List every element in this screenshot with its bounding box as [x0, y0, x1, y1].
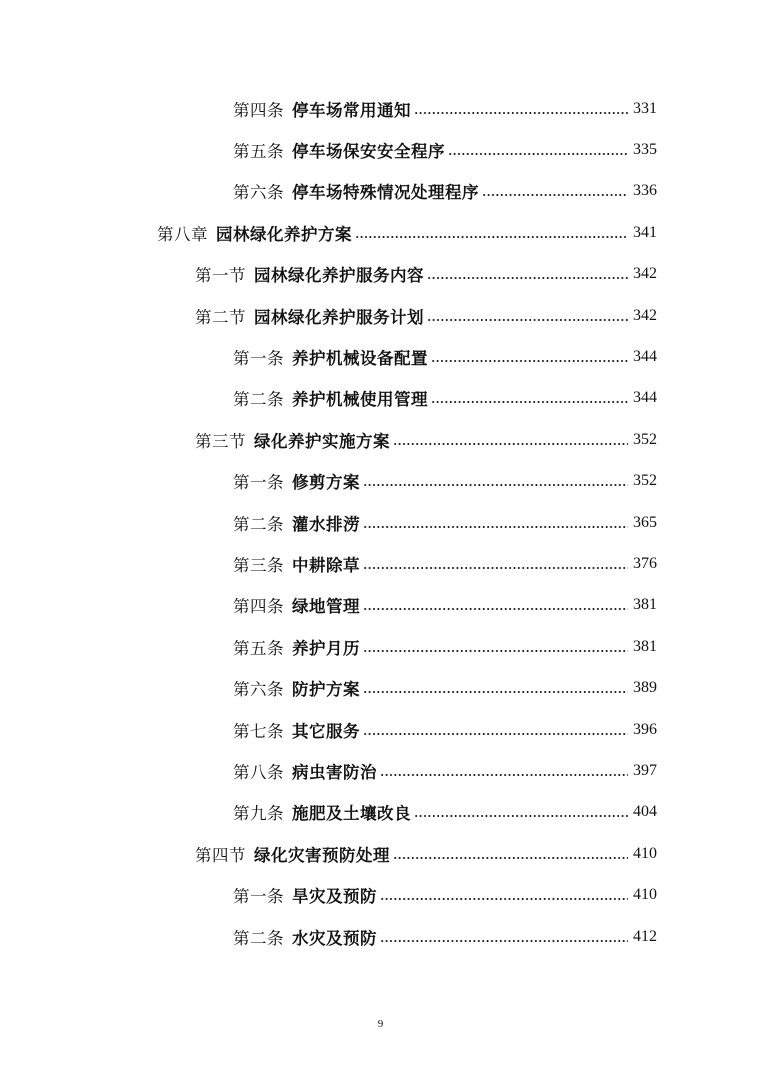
dot-leader	[448, 152, 628, 156]
toc-entry[interactable]	[0, 585, 761, 626]
toc-entry-title: 防护方案	[292, 680, 360, 700]
toc-entry-number: 第八条	[233, 762, 284, 782]
toc-entry-number: 第三节	[195, 431, 246, 451]
toc-entry[interactable]	[0, 833, 761, 874]
toc-entry[interactable]	[0, 378, 761, 419]
toc-entry-page: 342	[633, 306, 657, 324]
dot-leader	[427, 318, 628, 322]
toc-entry-page: 397	[633, 761, 657, 779]
toc-entry-page: 410	[633, 886, 657, 904]
dot-leader	[363, 525, 628, 529]
toc-entry[interactable]	[0, 295, 761, 336]
toc-entry[interactable]	[0, 792, 761, 833]
toc-entry-title: 养护机械设备配置	[292, 349, 428, 369]
toc-entry-number: 第八章	[157, 224, 208, 244]
toc-entry-number: 第一条	[233, 473, 284, 493]
toc-entry-number: 第四节	[195, 845, 246, 865]
toc-entry-number: 第二条	[233, 390, 284, 410]
toc-entry-title: 水灾及预防	[292, 928, 377, 948]
dot-leader	[393, 442, 628, 446]
dot-leader	[363, 732, 628, 736]
toc-entry-number: 第一条	[233, 349, 284, 369]
toc-entry-title: 停车场保安安全程序	[292, 142, 445, 162]
toc-entry-page: 410	[633, 844, 657, 862]
toc-entry[interactable]	[0, 667, 761, 708]
toc-entry-title: 养护月历	[292, 638, 360, 658]
toc-entry-number: 第三条	[233, 555, 284, 575]
dot-leader	[380, 939, 628, 943]
toc-entry-number: 第一节	[195, 266, 246, 286]
toc-entry-page: 365	[633, 513, 657, 531]
toc-entry-title: 修剪方案	[292, 473, 360, 493]
toc-entry-number: 第六条	[233, 680, 284, 700]
toc-entry-number: 第二条	[233, 928, 284, 948]
toc-entry-title: 中耕除草	[292, 555, 360, 575]
toc-entry[interactable]	[0, 212, 761, 253]
toc-entry[interactable]	[0, 709, 761, 750]
toc-entry[interactable]	[0, 129, 761, 170]
toc-entry-title: 停车场特殊情况处理程序	[292, 183, 479, 203]
dot-leader	[431, 359, 628, 363]
toc-entry-page: 412	[633, 927, 657, 945]
toc-entry-number: 第二节	[195, 307, 246, 327]
toc-entry-title: 园林绿化养护服务内容	[254, 266, 424, 286]
toc-entry[interactable]	[0, 874, 761, 915]
toc-entry[interactable]	[0, 88, 761, 129]
toc-entry-title: 灌水排涝	[292, 514, 360, 534]
toc-entry-title: 停车场常用通知	[292, 100, 411, 120]
toc-entry-number: 第九条	[233, 804, 284, 824]
toc-entry-page: 331	[633, 99, 657, 117]
toc-entry[interactable]	[0, 461, 761, 502]
dot-leader	[363, 607, 628, 611]
dot-leader	[380, 773, 628, 777]
dot-leader	[355, 235, 628, 239]
toc-entry-page: 336	[633, 182, 657, 200]
page-number: 9	[377, 1018, 384, 1030]
toc-entry-page: 335	[633, 141, 657, 159]
toc-entry-page: 376	[633, 554, 657, 572]
toc-entry-number: 第五条	[233, 142, 284, 162]
toc-entry-number: 第七条	[233, 721, 284, 741]
dot-leader	[363, 483, 628, 487]
toc-entry[interactable]	[0, 750, 761, 791]
toc-entry-number: 第二条	[233, 514, 284, 534]
table-of-contents	[0, 88, 761, 957]
toc-entry-page: 381	[633, 637, 657, 655]
dot-leader	[380, 897, 628, 901]
toc-entry[interactable]	[0, 916, 761, 957]
dot-leader	[414, 111, 628, 115]
dot-leader	[414, 814, 628, 818]
toc-entry-page: 404	[633, 803, 657, 821]
toc-entry-title: 绿地管理	[292, 597, 360, 617]
dot-leader	[363, 649, 628, 653]
toc-entry[interactable]	[0, 419, 761, 460]
toc-entry-title: 旱灾及预防	[292, 887, 377, 907]
toc-entry-title: 园林绿化养护方案	[216, 224, 352, 244]
toc-entry-number: 第四条	[233, 100, 284, 120]
toc-entry-page: 344	[633, 389, 657, 407]
toc-entry[interactable]	[0, 254, 761, 295]
toc-entry-page: 341	[633, 223, 657, 241]
toc-entry[interactable]	[0, 336, 761, 377]
toc-entry[interactable]	[0, 171, 761, 212]
dot-leader	[393, 856, 628, 860]
toc-entry-page: 342	[633, 265, 657, 283]
dot-leader	[427, 276, 628, 280]
toc-entry-number: 第一条	[233, 887, 284, 907]
dot-leader	[482, 193, 628, 197]
toc-entry-title: 养护机械使用管理	[292, 390, 428, 410]
dot-leader	[363, 690, 628, 694]
toc-entry-page: 344	[633, 348, 657, 366]
toc-entry-title: 病虫害防治	[292, 762, 377, 782]
toc-entry-page: 389	[633, 679, 657, 697]
dot-leader	[363, 566, 628, 570]
toc-entry-page: 381	[633, 596, 657, 614]
toc-entry-page: 396	[633, 720, 657, 738]
toc-entry-number: 第五条	[233, 638, 284, 658]
toc-entry-number: 第四条	[233, 597, 284, 617]
toc-entry-title: 施肥及土壤改良	[292, 804, 411, 824]
toc-entry-title: 绿化灾害预防处理	[254, 845, 390, 865]
toc-entry[interactable]	[0, 626, 761, 667]
toc-entry-title: 园林绿化养护服务计划	[254, 307, 424, 327]
toc-entry-title: 其它服务	[292, 721, 360, 741]
toc-entry[interactable]	[0, 543, 761, 584]
toc-entry[interactable]	[0, 502, 761, 543]
dot-leader	[431, 400, 628, 404]
toc-entry-title: 绿化养护实施方案	[254, 431, 390, 451]
toc-entry-page: 352	[633, 430, 657, 448]
toc-entry-number: 第六条	[233, 183, 284, 203]
toc-entry-page: 352	[633, 472, 657, 490]
